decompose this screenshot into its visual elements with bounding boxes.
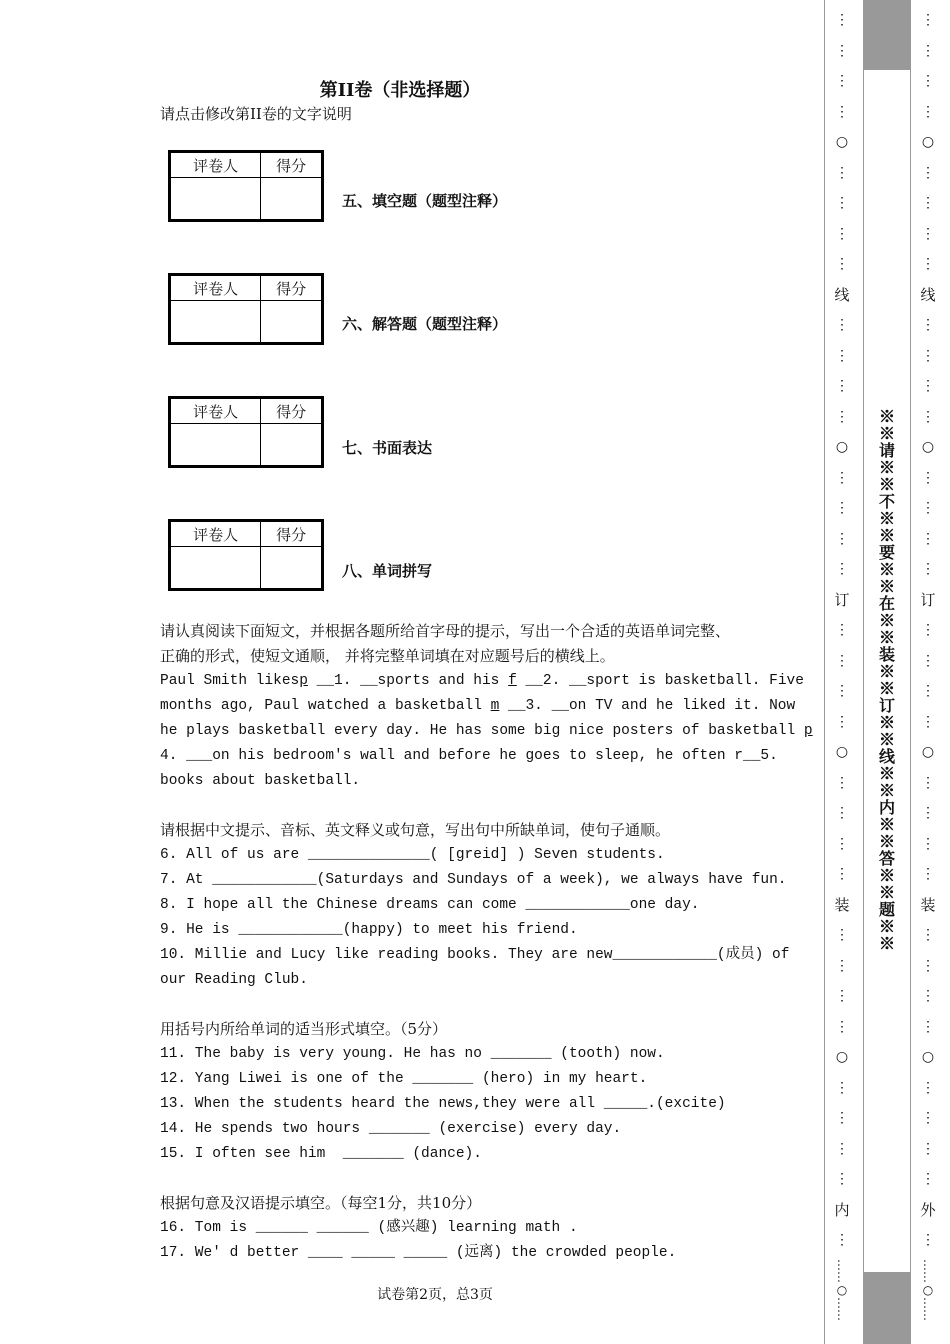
question-13: 13. When the students heard the news,they were all _____.(excite) xyxy=(160,1096,726,1112)
binding-dot: ⋮ xyxy=(921,835,935,852)
binding-dot: ⋮ xyxy=(921,225,935,242)
binding-dot: ⋮ xyxy=(835,561,849,577)
score-table xyxy=(168,150,324,222)
binding-dot: ⋮ xyxy=(835,256,849,272)
score-header: 得分 xyxy=(261,153,322,178)
binding-grey-top xyxy=(864,0,910,70)
binding-dot: ⋮ xyxy=(921,927,935,943)
binding-dot: ⋮ xyxy=(921,1140,935,1157)
passage-line: 4. ___on his bedroom's wall and before he goes to sleep, he often r__5. xyxy=(160,748,778,764)
binding-dot: ⋮ xyxy=(921,683,935,699)
part2-instruction: 请根据中文提示、音标、英文释义或句意，写出句中所缺单词，使句子通顺。 xyxy=(160,821,671,839)
binding-circle-icon: ○ xyxy=(835,744,849,760)
binding-dot: ⋮ xyxy=(921,1171,935,1187)
question-9: 9. He is ____________(happy) to meet his friend. xyxy=(160,922,578,938)
binding-dot: ⋮ xyxy=(835,42,849,59)
binding-dot: ⋮ xyxy=(835,774,849,791)
binding-dot: ⋮ xyxy=(835,927,849,943)
grader-cell[interactable] xyxy=(171,178,261,220)
binding-dot: ⋮ xyxy=(835,347,849,364)
binding-notice: ※※请※※不※※要※※在※※装※※订※※线※※内※※答※※题※※ xyxy=(876,408,896,952)
binding-mark: 订 xyxy=(834,591,850,609)
binding-tail: ……○…… xyxy=(921,1259,935,1321)
section-heading: 七、书面表达 xyxy=(342,439,433,457)
part3-instruction: 用括号内所给单词的适当形式填空。（5分） xyxy=(160,1020,448,1038)
binding-tail: ……○…… xyxy=(835,1259,849,1321)
section-heading: 六、解答题（题型注释） xyxy=(342,315,508,333)
binding-dot: ⋮ xyxy=(921,530,935,547)
binding-circle-icon: ○ xyxy=(835,439,849,455)
binding-dot: ⋮ xyxy=(835,1140,849,1157)
grader-cell[interactable] xyxy=(171,424,261,466)
binding-dot: ⋮ xyxy=(921,195,935,211)
question-11: 11. The baby is very young. He has no _______ (tooth) now. xyxy=(160,1046,665,1062)
binding-dot: ⋮ xyxy=(921,317,935,333)
section-heading: 五、填空题（题型注释） xyxy=(342,192,508,210)
binding-dot: ⋮ xyxy=(921,256,935,272)
binding-mark: 订 xyxy=(920,591,936,609)
binding-dot: ⋮ xyxy=(835,408,849,425)
passage-line: months ago, Paul watched a basketball m __3. __on TV and he liked it. Now xyxy=(160,698,796,714)
page-footer: 试卷第2页，总3页 xyxy=(377,1287,493,1303)
section-heading: 八、单词拼写 xyxy=(342,562,433,580)
inner-binding-column xyxy=(826,0,858,1344)
binding-dot: ⋮ xyxy=(835,500,849,516)
binding-circle-icon: ○ xyxy=(921,439,935,455)
binding-dot: ⋮ xyxy=(921,347,935,364)
passage-line: he plays basketball every day. He has some big nice posters of basketball p xyxy=(160,723,813,739)
binding-dot: ⋮ xyxy=(921,42,935,59)
binding-dot: ⋮ xyxy=(835,195,849,211)
score-table xyxy=(168,396,324,468)
question-10-cont: our Reading Club. xyxy=(160,972,308,988)
question-8: 8. I hope all the Chinese dreams can come ____________one day. xyxy=(160,897,700,913)
binding-border-outer xyxy=(910,0,911,1344)
passage-line: Paul Smith likesp __1. __sports and his f __2. __sport is basketball. Five xyxy=(160,673,804,689)
binding-dot: ⋮ xyxy=(921,164,935,181)
score-table xyxy=(168,273,324,345)
paper-title: 第II卷（非选择题） xyxy=(319,80,481,101)
question-6: 6. All of us are ______________( [greid] ) Seven students. xyxy=(160,847,665,863)
binding-dot: ⋮ xyxy=(835,1232,849,1248)
grader-header: 评卷人 xyxy=(171,276,261,301)
binding-dot: ⋮ xyxy=(921,652,935,669)
binding-dot: ⋮ xyxy=(835,652,849,669)
binding-dot: ⋮ xyxy=(835,713,849,730)
binding-dot: ⋮ xyxy=(835,1110,849,1126)
binding-mark: 线 xyxy=(920,286,936,304)
binding-dot: ⋮ xyxy=(921,805,935,821)
binding-dot: ⋮ xyxy=(921,378,935,394)
binding-dot: ⋮ xyxy=(835,835,849,852)
binding-border-inner xyxy=(863,0,864,1344)
question-10: 10. Millie and Lucy like reading books. They are new____________(成员) of xyxy=(160,947,790,963)
passage-line: books about basketball. xyxy=(160,773,361,789)
question-16: 16. Tom is ______ ______ (感兴趣) learning math . xyxy=(160,1220,578,1236)
binding-dot: ⋮ xyxy=(921,957,935,974)
binding-dot: ⋮ xyxy=(921,73,935,89)
binding-dot: ⋮ xyxy=(835,73,849,89)
binding-dot: ⋮ xyxy=(835,103,849,120)
question-12: 12. Yang Liwei is one of the _______ (hero) in my heart. xyxy=(160,1071,648,1087)
binding-mark: 线 xyxy=(834,286,850,304)
binding-circle-icon: ○ xyxy=(921,134,935,150)
paper-subtitle: 请点击修改第II卷的文字说明 xyxy=(160,105,352,123)
binding-dot: ⋮ xyxy=(921,1110,935,1126)
binding-dot: ⋮ xyxy=(921,500,935,516)
binding-dot: ⋮ xyxy=(921,713,935,730)
binding-dot: ⋮ xyxy=(835,1171,849,1187)
grader-header: 评卷人 xyxy=(171,399,261,424)
binding-dot: ⋮ xyxy=(921,622,935,638)
score-cell[interactable] xyxy=(261,424,322,466)
binding-circle-icon: ○ xyxy=(921,1049,935,1065)
question-14: 14. He spends two hours _______ (exercise) every day. xyxy=(160,1121,622,1137)
instruction-line: 正确的形式，使短文通顺， 并将完整单词填在对应题号后的横线上。 xyxy=(160,647,615,665)
binding-dot: ⋮ xyxy=(835,378,849,394)
binding-dot: ⋮ xyxy=(835,988,849,1004)
score-cell[interactable] xyxy=(261,547,322,589)
outer-binding-column xyxy=(912,0,944,1344)
binding-dot: ⋮ xyxy=(835,530,849,547)
binding-mark: 外 xyxy=(920,1201,936,1219)
score-header: 得分 xyxy=(261,276,322,301)
binding-dot: ⋮ xyxy=(835,866,849,882)
part4-instruction: 根据句意及汉语提示填空。（每空1分，共10分） xyxy=(160,1194,482,1212)
binding-dot: ⋮ xyxy=(921,469,935,486)
binding-dot: ⋮ xyxy=(921,103,935,120)
binding-dot: ⋮ xyxy=(835,622,849,638)
binding-dot: ⋮ xyxy=(835,12,849,28)
binding-dot: ⋮ xyxy=(835,957,849,974)
binding-border-left xyxy=(824,0,825,1344)
question-17: 17. We' d better ____ _____ _____ (远离) the crowded people. xyxy=(160,1245,677,1261)
binding-grey-bottom xyxy=(864,1272,910,1344)
question-7: 7. At ____________(Saturdays and Sundays of a week), we always have fun. xyxy=(160,872,787,888)
binding-mark: 装 xyxy=(920,896,936,914)
grader-cell[interactable] xyxy=(171,547,261,589)
binding-dot: ⋮ xyxy=(921,988,935,1004)
score-table xyxy=(168,519,324,591)
binding-mark: 装 xyxy=(834,896,850,914)
instruction-line: 请认真阅读下面短文，并根据各题所给首字母的提示，写出一个合适的英语单词完整、 xyxy=(160,622,731,640)
score-header: 得分 xyxy=(261,522,322,547)
binding-circle-icon: ○ xyxy=(835,1049,849,1065)
grader-header: 评卷人 xyxy=(171,522,261,547)
grader-header: 评卷人 xyxy=(171,153,261,178)
binding-dot: ⋮ xyxy=(835,1079,849,1096)
grader-cell[interactable] xyxy=(171,301,261,343)
binding-dot: ⋮ xyxy=(921,866,935,882)
binding-dot: ⋮ xyxy=(835,1018,849,1035)
binding-dot: ⋮ xyxy=(835,683,849,699)
binding-circle-icon: ○ xyxy=(835,134,849,150)
binding-dot: ⋮ xyxy=(835,225,849,242)
binding-dot: ⋮ xyxy=(921,12,935,28)
binding-mark: 内 xyxy=(834,1201,850,1219)
question-15: 15. I often see him _______ (dance). xyxy=(160,1146,482,1162)
binding-dot: ⋮ xyxy=(921,561,935,577)
binding-dot: ⋮ xyxy=(921,408,935,425)
binding-circle-icon: ○ xyxy=(921,744,935,760)
score-header: 得分 xyxy=(261,399,322,424)
binding-dot: ⋮ xyxy=(835,469,849,486)
score-cell[interactable] xyxy=(261,301,322,343)
binding-dot: ⋮ xyxy=(835,317,849,333)
score-cell[interactable] xyxy=(261,178,322,220)
binding-dot: ⋮ xyxy=(921,1079,935,1096)
binding-dot: ⋮ xyxy=(921,1018,935,1035)
binding-dot: ⋮ xyxy=(835,805,849,821)
binding-dot: ⋮ xyxy=(921,774,935,791)
binding-dot: ⋮ xyxy=(921,1232,935,1248)
binding-dot: ⋮ xyxy=(835,164,849,181)
